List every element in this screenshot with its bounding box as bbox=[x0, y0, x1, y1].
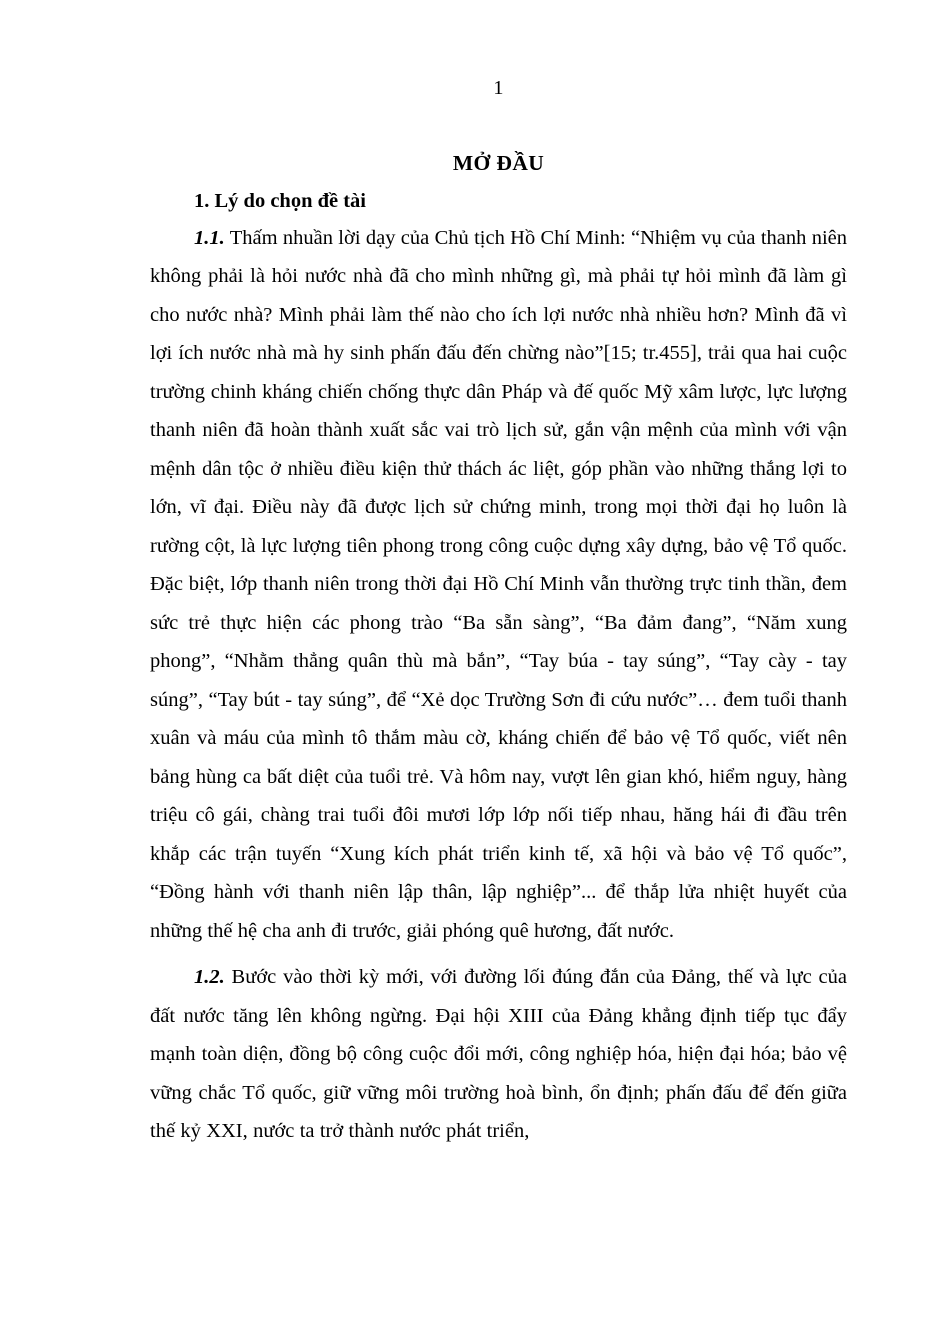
paragraph-1-2 bbox=[150, 958, 847, 1151]
page-title: MỞ ĐẦU bbox=[452, 150, 545, 175]
paragraph-1-1 bbox=[150, 219, 847, 951]
paragraph-number: 1.2. bbox=[194, 966, 225, 988]
paragraph-body: Bước vào thời kỳ mới, với đường lối đúng đắn của Đảng, thế và lực của đất nước tăng lên không ngừng. Đại hội XIII của Đảng khẳng định tiếp tục đẩy mạnh toàn diện, đồng bộ công cuộc đổi mới, công nghiệp hóa, hiện đại hóa; bảo vệ vững chắc Tổ quốc, giữ vững môi trường hoà bình, ổn định; phấn đấu để đến giữa thế kỷ XXI, nước ta trở thành nước phát triển, bbox=[150, 966, 847, 1142]
section-heading: 1. Lý do chọn đề tài bbox=[194, 189, 366, 212]
paragraph-number: 1.1. bbox=[194, 226, 225, 249]
page-number: 1 bbox=[493, 77, 504, 99]
paragraph-body: Thấm nhuần lời dạy của Chủ tịch Hồ Chí Minh: “Nhiệm vụ của thanh niên không phải là hỏi nước nhà đã cho mình những gì, mà phải tự hỏi mình đã làm gì cho nước nhà? Mình phải làm thế nào cho ích lợi nước nhà nhiều hơn? Mình đã vì lợi ích nước nhà mà hy sinh phấn đấu đến chừng nào”[15; tr.455], trải qua hai cuộc trường chinh kháng chiến chống thực dân Pháp và đế quốc Mỹ xâm lược, lực lượng thanh niên đã hoàn thành xuất sắc vai trò lịch sử, gắn vận mệnh của mình với vận mệnh dân tộc ở nhiều điều kiện thử thách ác liệt, góp phần vào những thắng lợi to lớn, vĩ đại. Điều này đã được lịch sử chứng minh, trong mọi thời đại họ luôn là rường cột, là lực lượng tiên phong trong công cuộc dựng xây dựng, bảo vệ Tổ quốc. Đặc biệt, lớp thanh niên trong thời đại Hồ Chí Minh vẫn thường trực tinh thần, đem sức trẻ thực hiện các phong trào “Ba sẵn sàng”, “Ba đảm đang”, “Năm xung phong”, “Nhằm thẳng quân thù mà bắn”, “Tay búa - tay súng”, “Tay cày - tay súng”, “Tay bút - tay súng”, để “Xẻ dọc Trường Sơn đi cứu nước”… đem tuổi thanh xuân và máu của mình tô thắm màu cờ, kháng chiến để bảo vệ Tổ quốc, viết nên bảng hùng ca bất diệt của tuổi trẻ. Và hôm nay, vượt lên gian khó, hiểm nguy, hàng triệu cô gái, chàng trai tuổi đôi mươi lớp lớp nối tiếp nhau, hăng hái đi đầu trên khắp các trận tuyến “Xung kích phát triển kinh tế, xã hội và bảo vệ Tổ quốc”, “Đồng hành với thanh niên lập thân, lập nghiệp”... để thắp lửa nhiệt huyết của những thế hệ cha anh đi trước, giải phóng quê hương, đất nước. bbox=[150, 226, 847, 942]
paragraph-spacer bbox=[150, 950, 847, 958]
